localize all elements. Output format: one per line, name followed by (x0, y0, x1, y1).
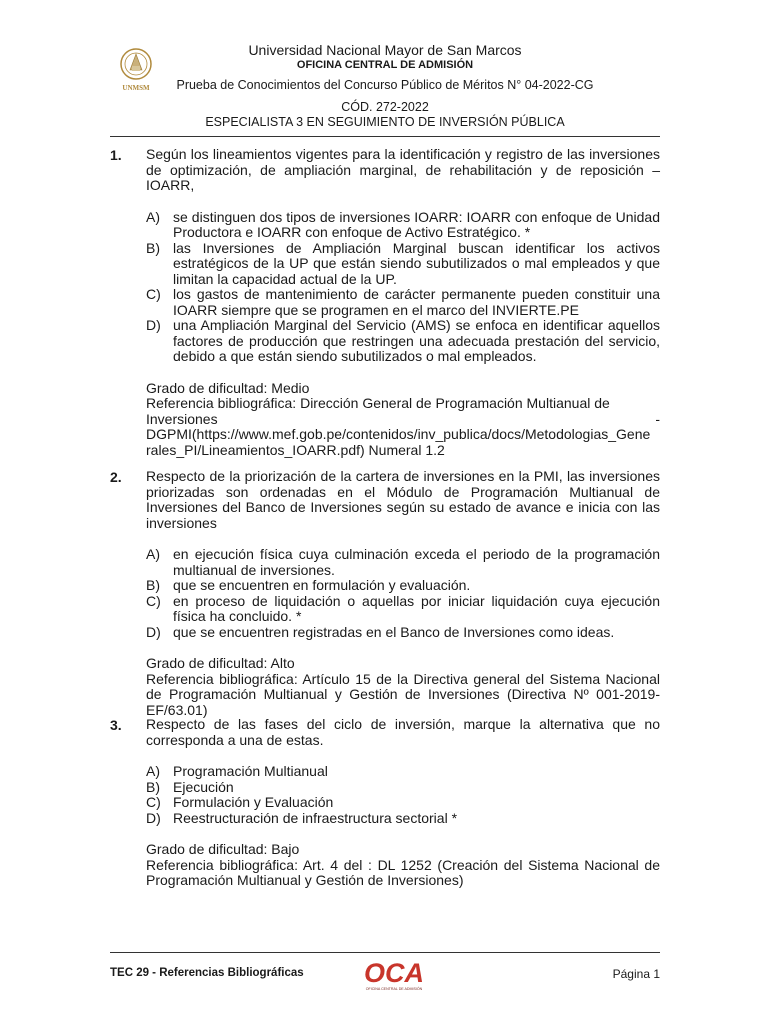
difficulty-level: Grado de dificultad: Bajo (146, 841, 300, 857)
option-c (146, 594, 660, 625)
option-text: Formulación y Evaluación (173, 794, 334, 810)
option-a (146, 764, 660, 780)
reference-line: Inversiones (146, 410, 218, 427)
option-text: Ejecución (173, 778, 234, 795)
option-d (146, 811, 660, 827)
option-text: las Inversiones de Ampliación Marginal buscan identificar los activos estratégicos de la UP que están siendo subutilizados o mal empleados y que limitan la capacidad actual de la UP. (173, 239, 660, 287)
option-letter: A) (146, 208, 160, 225)
option-letter: C) (146, 592, 161, 609)
oca-logo-text: OCA (364, 958, 424, 988)
reference-url: rales_PI/Lineamientos_IOARR.pdf) Numeral 1.2 (146, 441, 445, 458)
reference-url: DGPMI(https://www.mef.gob.pe/contenidos/inv_publica/docs/Metodologias_Gene (146, 426, 651, 442)
university-name: Universidad Nacional Mayor de San Marcos (248, 42, 522, 58)
question-text: Respecto de la priorización de la cartera de inversiones en la PMI, las inversiones priorizadas son ordenadas en el Módulo de Programación Multianual de Inversiones del Banco de Inversiones según su estado de avance e inicia con las inversiones (146, 468, 660, 531)
reference-line: Referencia bibliográfica: Dirección General de Programación Multianual de (146, 395, 610, 411)
option-b (146, 578, 660, 594)
option-c (146, 795, 660, 811)
question-text: Según los lineamientos vigentes para la identificación y registro de las inversiones de optimización, de ampliación marginal, de rehabilitación y de reposición – IOARR, (146, 146, 660, 193)
bibliographic-reference (146, 396, 660, 458)
question-number: 3. (110, 717, 122, 733)
option-text: una Ampliación Marginal del Servicio (AMS) se enfoca en identificar aquellos factores de producción que restringen una adecuada prestación del servicio, debido a que están siendo subutilizados o mal empleados. (173, 317, 660, 364)
page-footer (110, 958, 660, 994)
option-text: que se encuentren en formulación y evaluación. (173, 577, 471, 593)
option-letter: D) (146, 809, 161, 826)
bibliographic-reference: Referencia bibliográfica: Art. 4 del : DL 1252 (Creación del Sistema Nacional de Programación Multianual y Gestión de Inversiones) (146, 856, 660, 888)
oca-logo (363, 958, 425, 992)
options-list (146, 547, 660, 640)
header-divider (110, 136, 660, 137)
question-text: Respecto de las fases del ciclo de inversión, marque la alternativa que no corresponda a una de estas. (146, 716, 660, 748)
page-header (110, 40, 660, 136)
question-2 (110, 469, 660, 718)
option-text: en ejecución física cuya culminación exceda el periodo de la programación multianual de inversiones. (173, 546, 660, 578)
office-name: OFICINA CENTRAL DE ADMISIÓN (296, 59, 474, 71)
option-d (146, 625, 660, 641)
option-letter: B) (146, 239, 160, 256)
option-text: Programación Multianual (173, 763, 328, 779)
bibliographic-reference: Referencia bibliográfica: Artículo 15 de la Directiva general del Sistema Nacional de Programación Multianual y Gestión de Inversiones (Directiva Nº 001-2019-EF/63.01) (146, 670, 660, 718)
reference-dash: - (655, 410, 660, 427)
option-b (146, 241, 660, 288)
difficulty-level: Grado de dificultad: Alto (146, 655, 295, 671)
option-text: se distinguen dos tipos de inversiones IOARR: IOARR con enfoque de Unidad Productora e IOARR con enfoque de Activo Estratégico. * (173, 208, 660, 240)
unmsm-seal-logo (116, 42, 156, 102)
logo-text: UNMSM (122, 84, 150, 92)
option-a (146, 210, 660, 241)
footer-divider (110, 952, 660, 953)
option-letter: B) (146, 778, 160, 795)
options-list (146, 210, 660, 365)
option-letter: A) (146, 546, 160, 562)
options-list (146, 764, 660, 826)
option-c (146, 287, 660, 318)
difficulty-level: Grado de dificultad: Medio (146, 379, 310, 396)
option-letter: D) (146, 317, 161, 333)
question-number: 1. (110, 147, 122, 163)
option-letter: D) (146, 623, 161, 640)
position-title: ESPECIALISTA 3 EN SEGUIMIENTO DE INVERSIÓN PÚBLICA (205, 115, 565, 129)
option-text: Reestructuración de infraestructura sectorial * (173, 809, 458, 826)
page-number: Página 1 (612, 967, 660, 981)
option-text: los gastos de mantenimiento de carácter permanente pueden constituir una IOARR siempre que se programen en el marco del INVIERTE.PE (173, 286, 660, 318)
exam-code: CÓD. 272-2022 (341, 100, 429, 114)
option-letter: C) (146, 286, 161, 302)
option-a (146, 547, 660, 578)
option-letter: C) (146, 794, 161, 810)
question-3 (110, 717, 660, 889)
option-text: en proceso de liquidación o aquellas por iniciar liquidación cuya ejecución física ha concluido. * (173, 592, 660, 624)
option-b (146, 780, 660, 796)
option-text: que se encuentren registradas en el Banco de Inversiones como ideas. (173, 623, 615, 640)
option-letter: A) (146, 763, 160, 779)
footer-label: TEC 29 - Referencias Bibliográficas (110, 967, 304, 979)
oca-logo-caption: OFICINA CENTRAL DE ADMISIÓN (365, 987, 423, 991)
option-d (146, 318, 660, 365)
question-number: 2. (110, 469, 122, 485)
question-1 (110, 147, 660, 458)
option-letter: B) (146, 577, 160, 593)
exam-title: Prueba de Conocimientos del Concurso Público de Méritos N° 04-2022-CG (176, 78, 594, 92)
